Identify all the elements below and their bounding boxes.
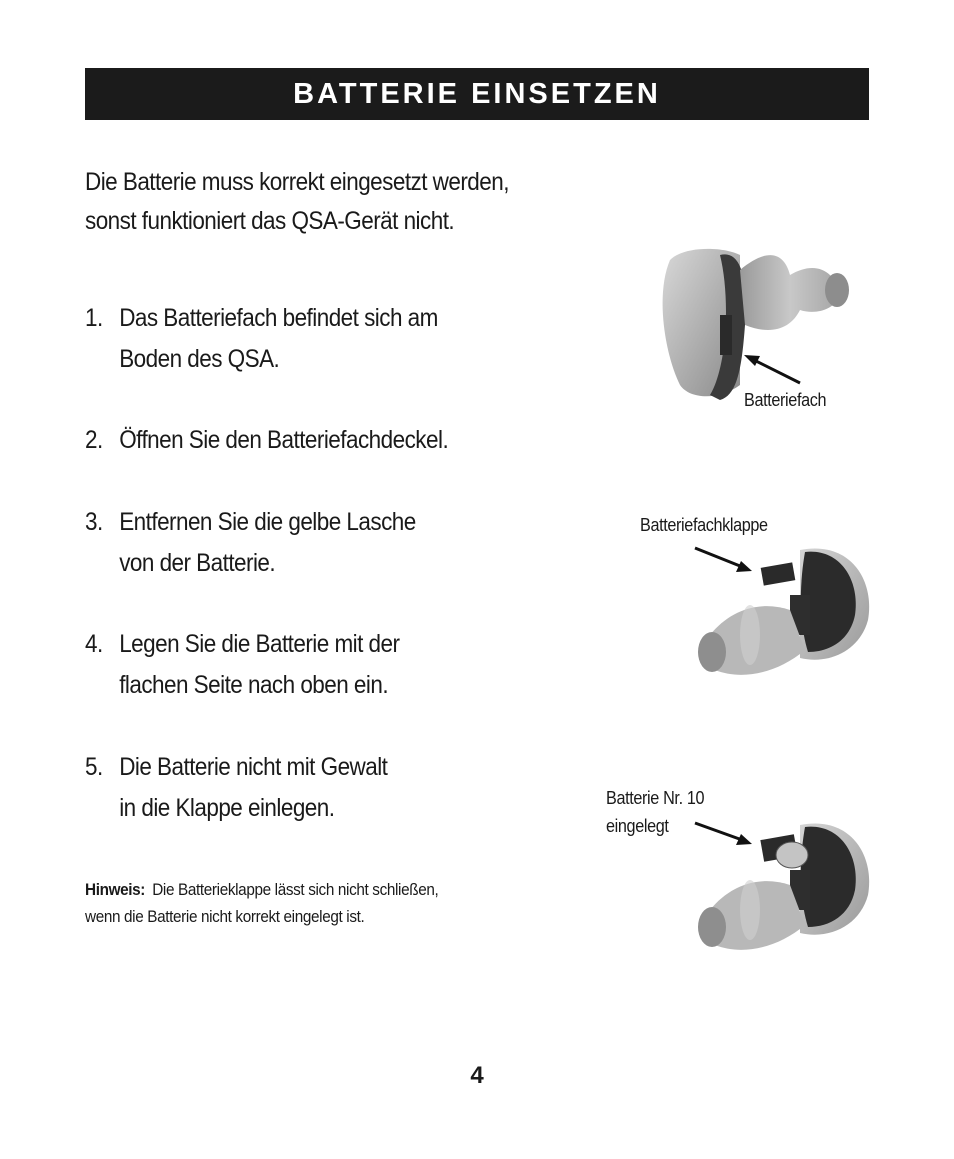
step-text <box>119 624 515 706</box>
hint-text-2: wenn die Batterie nicht korrekt eingelegt ist. <box>85 907 365 926</box>
earplug-battery-compartment-illustration <box>640 235 870 410</box>
step-number: 3. <box>85 508 103 536</box>
figure-caption-battery-compartment: Batteriefach <box>744 390 827 410</box>
earplug-battery-inserted-illustration <box>690 815 880 975</box>
step-number: 4. <box>85 630 103 658</box>
arrow-line <box>695 823 745 841</box>
earplug-open-battery-door-illustration <box>690 540 880 700</box>
step-text-line-2: in die Klappe einlegen. <box>119 794 335 822</box>
hint-label: Hinweis: <box>85 880 146 899</box>
section-header-bar <box>85 68 869 120</box>
step-text <box>119 420 515 461</box>
step-text <box>119 298 515 380</box>
step-text <box>119 747 515 829</box>
step-text-line-1: Entfernen Sie die gelbe Lasche <box>119 508 416 536</box>
arrow-line <box>750 358 800 383</box>
figure-caption-line-1: Batterie Nr. 10 <box>606 788 705 808</box>
figure-caption-line-2: eingelegt <box>606 816 669 836</box>
arrow-line <box>695 548 745 568</box>
step-number: 2. <box>85 426 103 454</box>
section-title: BATTERIE EINSETZEN <box>293 77 661 110</box>
step-text <box>119 502 515 584</box>
step-text-line-1: Das Batteriefach befindet sich am <box>119 304 438 332</box>
step-text-line-1: Die Batterie nicht mit Gewalt <box>119 753 388 781</box>
step-text-line-1: Öffnen Sie den Batteriefachdeckel. <box>119 426 449 454</box>
step-number: 1. <box>85 304 103 332</box>
step-text-line-1: Legen Sie die Batterie mit der <box>119 630 400 658</box>
intro-paragraph <box>85 163 553 241</box>
hint-text-1: Die Batterieklappe lässt sich nicht schließen, <box>152 880 439 899</box>
step-text-line-2: flachen Seite nach oben ein. <box>119 671 389 699</box>
figure-caption-battery-door: Batteriefachklappe <box>640 515 768 535</box>
hint-note <box>85 876 553 930</box>
intro-line-1: Die Batterie muss korrekt eingesetzt werden, <box>85 168 509 196</box>
intro-line-2: sonst funktioniert das QSA-Gerät nicht. <box>85 207 455 235</box>
step-number: 5. <box>85 753 103 781</box>
hint-note-line-1 <box>85 876 553 903</box>
page-number: 4 <box>470 1062 484 1089</box>
step-text-line-2: Boden des QSA. <box>119 345 280 373</box>
step-text-line-2: von der Batterie. <box>119 549 276 577</box>
arrow-head <box>744 355 760 366</box>
